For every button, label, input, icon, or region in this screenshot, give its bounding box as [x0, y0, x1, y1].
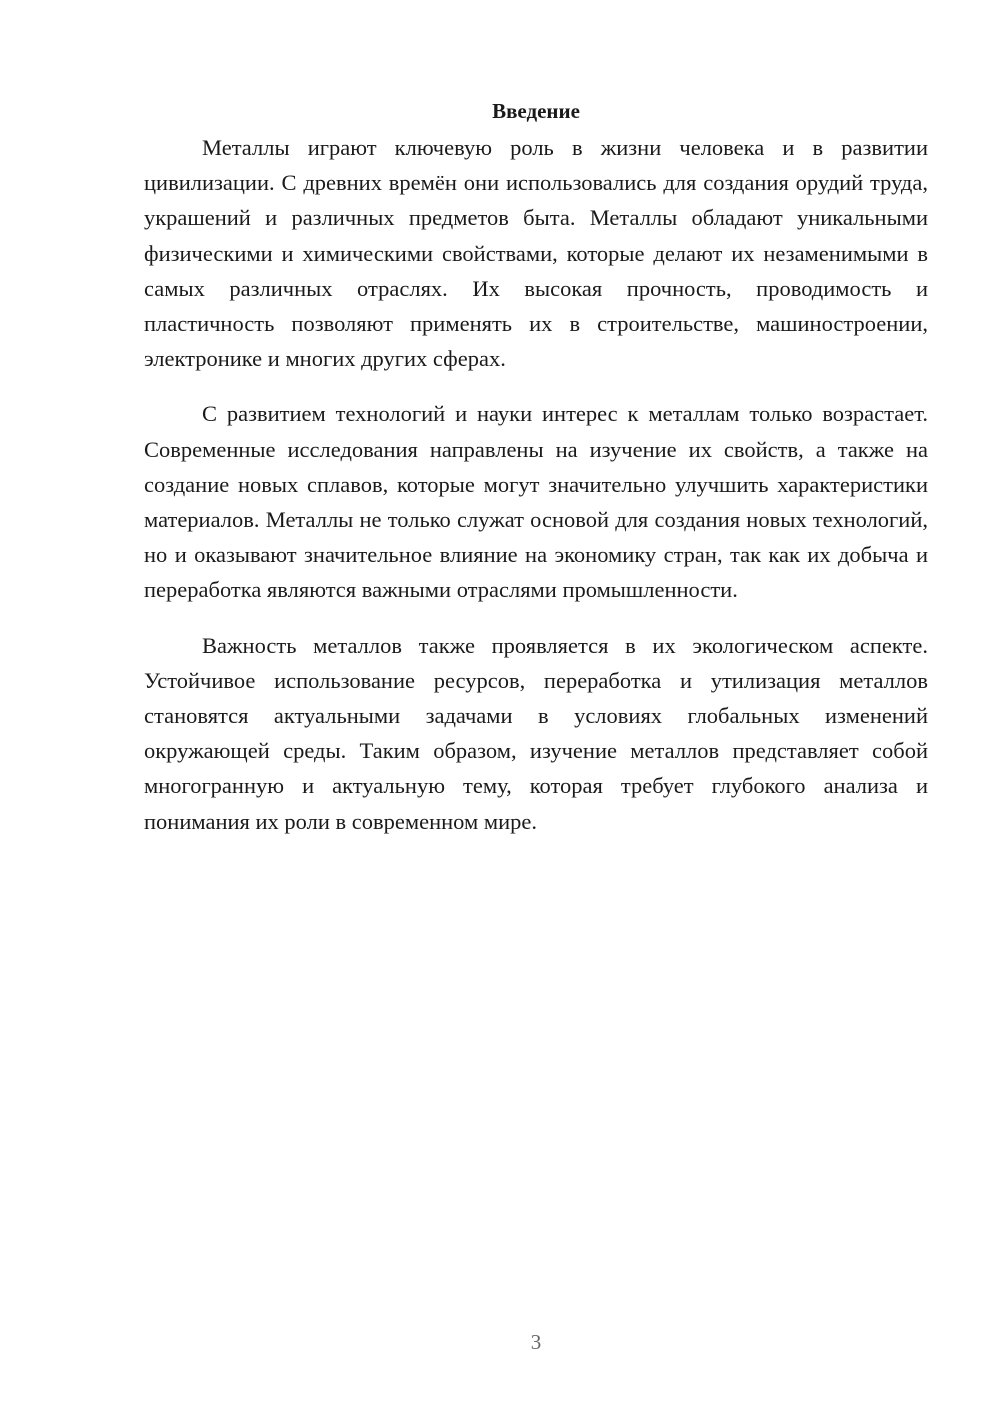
section-heading: Введение	[492, 99, 580, 123]
paragraph: С развитием технологий и науки интерес к металлам только возрастает. Современные исследования направлены на изучение их свойств, а также на создание новых сплавов, которые могут значительно улучшить характеристики материалов. Металлы не только служат основой для создания новых технологий, но и оказывают значительное влияние на экономику стран, так как их добыча и переработка являются важными отраслями промышленности.	[144, 401, 928, 603]
page-content	[144, 96, 928, 859]
page-number: 3	[530, 1330, 542, 1354]
paragraph: Металлы играют ключевую роль в жизни человека и в развитии цивилизации. С древних времён они использовались для создания орудий труда, украшений и различных предметов быта. Металлы обладают уникальными физическими и химическими свойствами, которые делают их незаменимыми в самых различных отраслях. Их высокая прочность, проводимость и пластичность позволяют применять их в строительстве, машиностроении, электронике и многих других сферах.	[144, 135, 928, 372]
paragraph: Важность металлов также проявляется в их экологическом аспекте. Устойчивое использование ресурсов, переработка и утилизация металлов становятся актуальными задачами в условиях глобальных изменений окружающей среды. Таким образом, изучение металлов представляет собой многогранную и актуальную тему, которая требует глубокого анализа и понимания их роли в современном мире.	[144, 632, 928, 834]
